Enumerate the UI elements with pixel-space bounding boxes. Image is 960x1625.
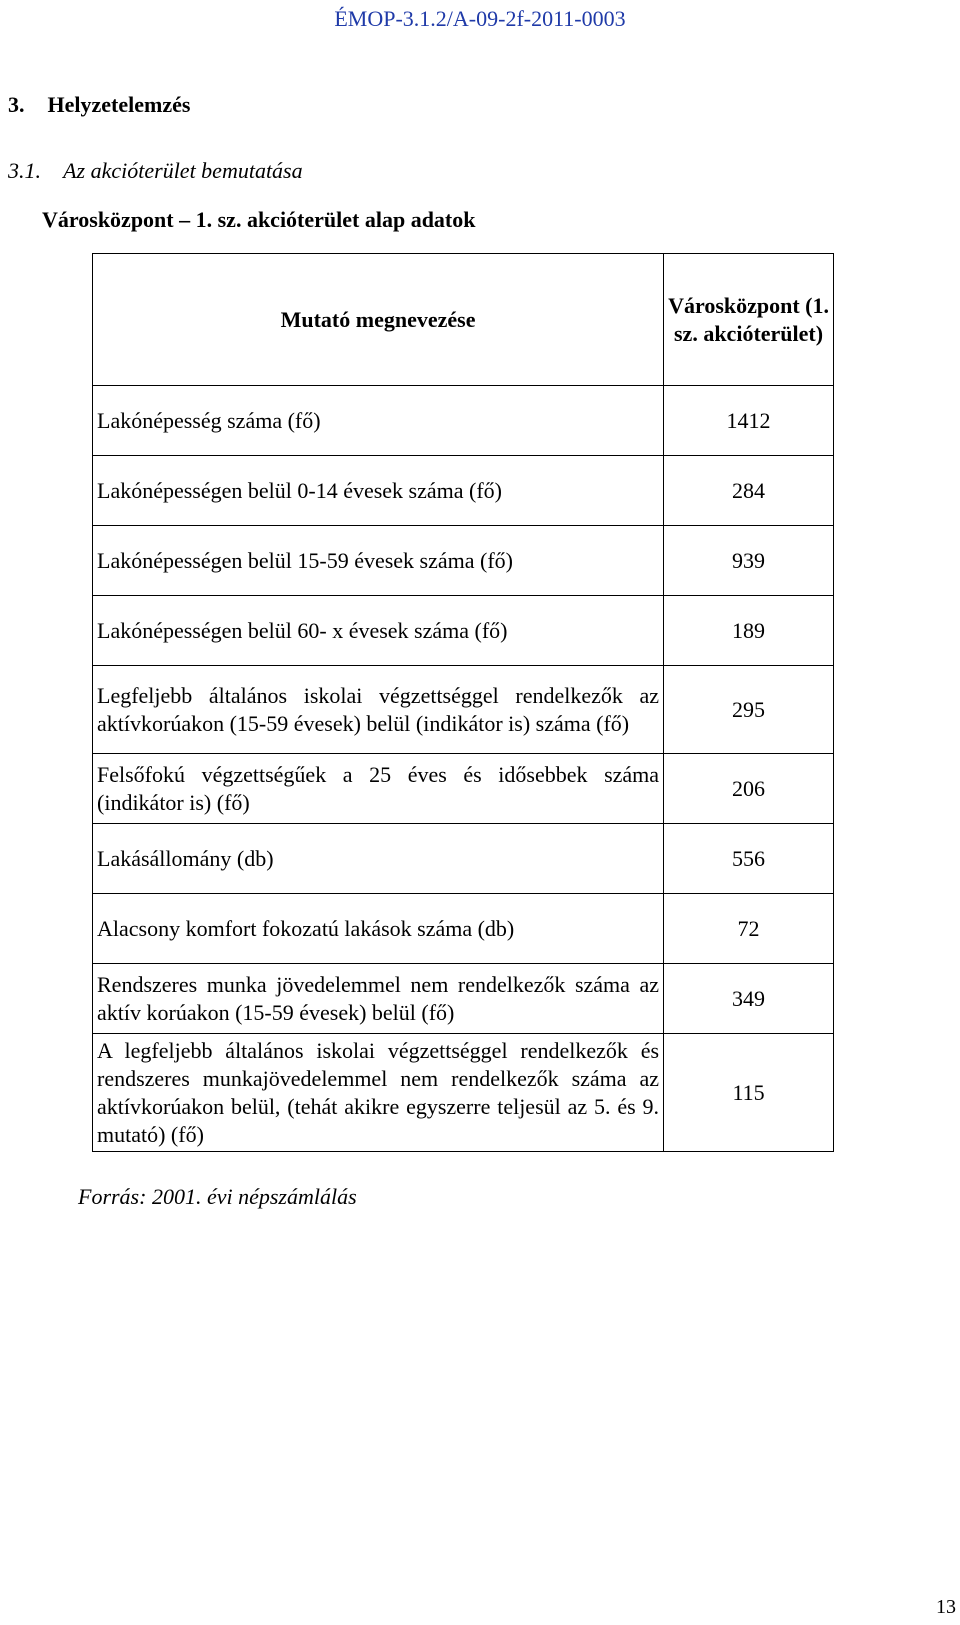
column-header-area: Városközpont (1. sz. akcióterület) [664,254,834,386]
table-row [93,456,834,526]
row-label: Legfeljebb általános iskolai végzettséggel rendelkezők az aktívkorúakon (15-59 évesek) belül (indikátor is) száma (fő) [93,666,664,754]
subsection-heading [8,158,303,184]
row-value: 189 [664,596,834,666]
row-value: 939 [664,526,834,596]
table-row [93,824,834,894]
row-value: 284 [664,456,834,526]
row-value: 295 [664,666,834,754]
column-header-indicator: Mutató megnevezése [93,254,664,386]
row-label: Lakónépességen belül 0-14 évesek száma (fő) [93,456,664,526]
row-label: Alacsony komfort fokozatú lakások száma (db) [93,894,664,964]
section-title: Helyzetelemzés [47,92,191,117]
subsection-number: 3.1. [8,158,41,183]
table-row [93,386,834,456]
document-reference-header: ÉMOP-3.1.2/A-09-2f-2011-0003 [334,6,626,31]
source-note: Forrás: 2001. évi népszámlálás [78,1184,357,1209]
table-row [93,526,834,596]
table-header-row [93,254,834,386]
row-label: Felsőfokú végzettségűek a 25 éves és idősebbek száma (indikátor is) (fő) [93,754,664,824]
table-row [93,596,834,666]
row-label: Lakónépesség száma (fő) [93,386,664,456]
page-number: 13 [936,1596,956,1618]
row-value: 349 [664,964,834,1034]
section-number: 3. [8,92,25,117]
row-value: 556 [664,824,834,894]
row-value: 1412 [664,386,834,456]
table-row [93,1034,834,1152]
row-label: Lakónépességen belül 60- x évesek száma (fő) [93,596,664,666]
row-value: 206 [664,754,834,824]
table-title: Városközpont – 1. sz. akcióterület alap adatok [42,207,476,232]
table-row [93,964,834,1034]
row-value: 115 [664,1034,834,1152]
row-label: Lakónépességen belül 15-59 évesek száma (fő) [93,526,664,596]
row-label: Lakásállomány (db) [93,824,664,894]
section-heading [8,92,190,118]
row-label: A legfeljebb általános iskolai végzettséggel rendelkezők és rendszeres munkajövedelemmel nem rendelkezők száma az aktívkorúakon belül, (tehát akikre egyszerre teljesül az 5. és 9. mutató) (fő) [93,1034,664,1152]
row-value: 72 [664,894,834,964]
table-row [93,894,834,964]
subsection-title: Az akcióterület bemutatása [63,158,303,183]
data-table [92,253,834,1152]
table-row [93,666,834,754]
table-row [93,754,834,824]
row-label: Rendszeres munka jövedelemmel nem rendelkezők száma az aktív korúakon (15-59 évesek) belül (fő) [93,964,664,1034]
